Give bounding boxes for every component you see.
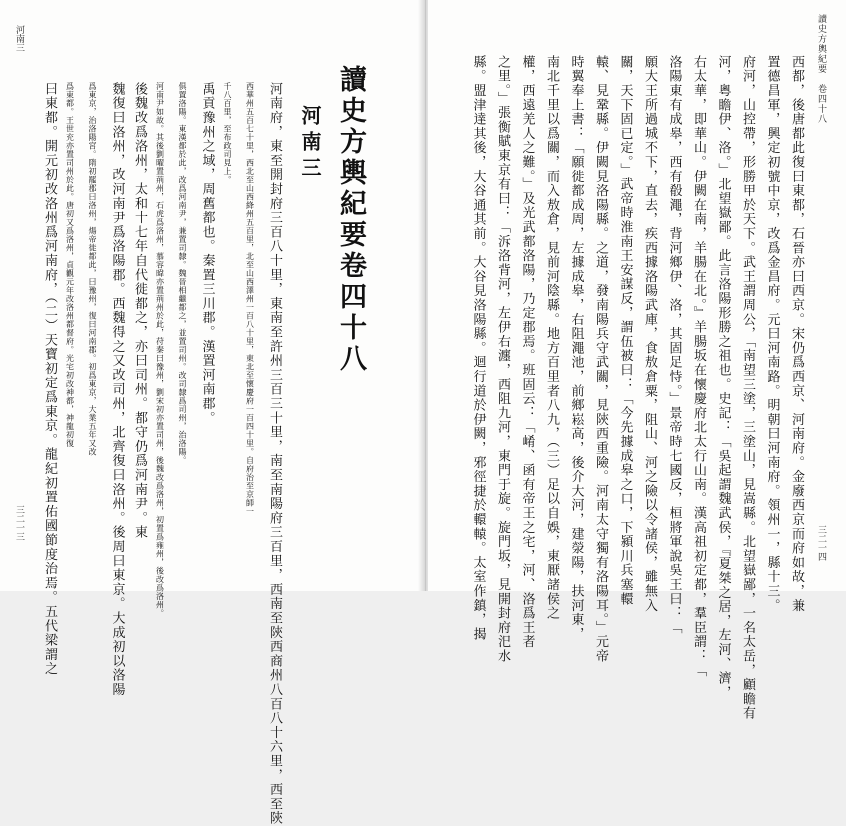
text-column: 爲東都。王世充亦置司州於此。唐初又爲洛州，貞觀元年改洛州都督府。光宅初改神都，神龍初復 xyxy=(65,82,75,448)
text-column: 後魏改爲洛州，太和十七年自代徙都之，亦曰司州。都守仍爲河南尹。東 xyxy=(132,82,147,540)
text-column: 之里。」張衡賦東京有曰：「泝洛背河，左伊右瀍，西阻九河，東門于旋。旋門坂，見開封府汜水 xyxy=(495,55,510,664)
text-column: 曰東都。開元初改洛州爲河南府，（二）天寶初定爲東京。龍紀初置佑國節度治焉。五代梁謂之 xyxy=(42,82,57,677)
text-column: 禹貢豫州之域，周舊都也。秦置三川郡。漢置河南郡。 xyxy=(199,82,215,426)
text-column: 南北千里以爲關，而入敖倉，見前河陰縣。地方百里者八九，（三）足以自娛，東厭諸侯之 xyxy=(544,55,559,621)
text-column: 河，粵瞻伊、洛。」北望嶽鄙。此言洛陽形勝之祖也。史記：「吳起謂魏武侯，『夏桀之居，左河、濟， xyxy=(715,55,731,700)
running-head: 讀史方輿紀要 卷四十八 xyxy=(816,14,826,124)
text-column: 縣。盟津達其後，大谷通其前。大谷見洛陽縣。迴行道於伊闕，邪徑捷於轘轅。太室作鎮，揭 xyxy=(470,55,486,642)
text-column: 西都，後唐都此復曰東都，石晉亦曰西京。宋仍爲西京、河南府。金廢西京而府如故，兼 xyxy=(789,55,804,613)
text-column: 權，西遠羌人之難。」及光武都洛陽，乃定郡焉。班固云：「崤、函有帝王之宅，河、洛爲王者 xyxy=(519,55,535,650)
right-page xyxy=(428,0,846,721)
text-column: 河南府，東至開封府三百八十里，東南至許州三百三十里，南至南陽府三百里，西南至陝西商州八百八十六里，西至陝 xyxy=(267,82,282,826)
text-column: 千八百里，至布政司見上。 xyxy=(223,82,232,184)
text-column: 爲東京，治洛陽宮。隋初罷郡曰洛州，煬帝徙都此，曰豫州，復曰河南郡。初爲東京，大業五年又改 xyxy=(88,82,97,456)
text-column: 俱置洛陽。東漢都於此，改爲河南尹，兼置司隸。魏晉相繼都之，並置司州。改司隸爲司州，治洛陽。 xyxy=(178,82,187,465)
text-column: 關，天下固已定。」武帝時淮南王安謀反，謂伍被曰：「今先據成皋之口，下潁川兵塞轘 xyxy=(617,55,633,607)
text-column: 轅、見鞏縣。伊闕見洛陽縣。之道，發南陽兵守武關，見陝西重險。河南太守獨有洛陽耳。」元帝 xyxy=(593,55,608,664)
running-head: 河南三 xyxy=(14,25,24,52)
folio: 三二一三 xyxy=(14,505,24,541)
folio: 三二一四 xyxy=(816,525,826,561)
text-column: 置德昌軍，興定初號中京，改爲金昌府。元曰河南路。明朝曰河南府。領州一，縣十三。 xyxy=(764,55,780,613)
text-column: 府河，山控帶，形勝甲於天下。武王謂周公，「南望三塗，三塗山，見嵩縣。北望嶽鄙，一名太岳，顧瞻有 xyxy=(740,55,755,721)
text-column: 西華州五百七十里，西北至山西絳州五百里，北至山西澤州一百八十里，東北至懷慶府一百四十里。自府治至京師一 xyxy=(245,82,255,516)
section-title: 河南三 xyxy=(298,105,322,183)
book-title: 讀史方輿紀要卷四十八 xyxy=(335,65,366,375)
text-column: 河南尹如故。其後劉曜置荊州，石虎爲洛州，慕容暐亦置荊州於此，苻秦曰豫州，劉宋初亦置司州，後魏改爲洛州，初置爲雍州，後改爲洛州。 xyxy=(155,82,165,618)
text-column: 時翼奉上書：「願徙都成周，左據成皋，右阻澠池，前鄉崧高，後介大河，建滎陽，扶河東， xyxy=(568,55,584,642)
text-column: 魏復曰洛州，改河南尹爲洛陽郡。西魏得之又改司州，北齊復曰洛州。後周曰東京。大成初以洛陽 xyxy=(109,82,125,697)
text-column: 右太華，即華山。伊闕在南，羊腸在北。』羊腸坂在懷慶府北太行山南。漢高祖初定都，羣臣謂：「 xyxy=(691,55,706,678)
text-column: 願大王所過城不下，直去，疾西據洛陽武庫，食敖倉粟，阻山、河之險以令諸侯，雖無入 xyxy=(642,55,657,613)
text-column: 洛陽東有成皋，西有殽澠，背河鄉伊、洛，其固足恃。」景帝時七國反，桓將軍說吳王曰：「 xyxy=(666,55,682,635)
